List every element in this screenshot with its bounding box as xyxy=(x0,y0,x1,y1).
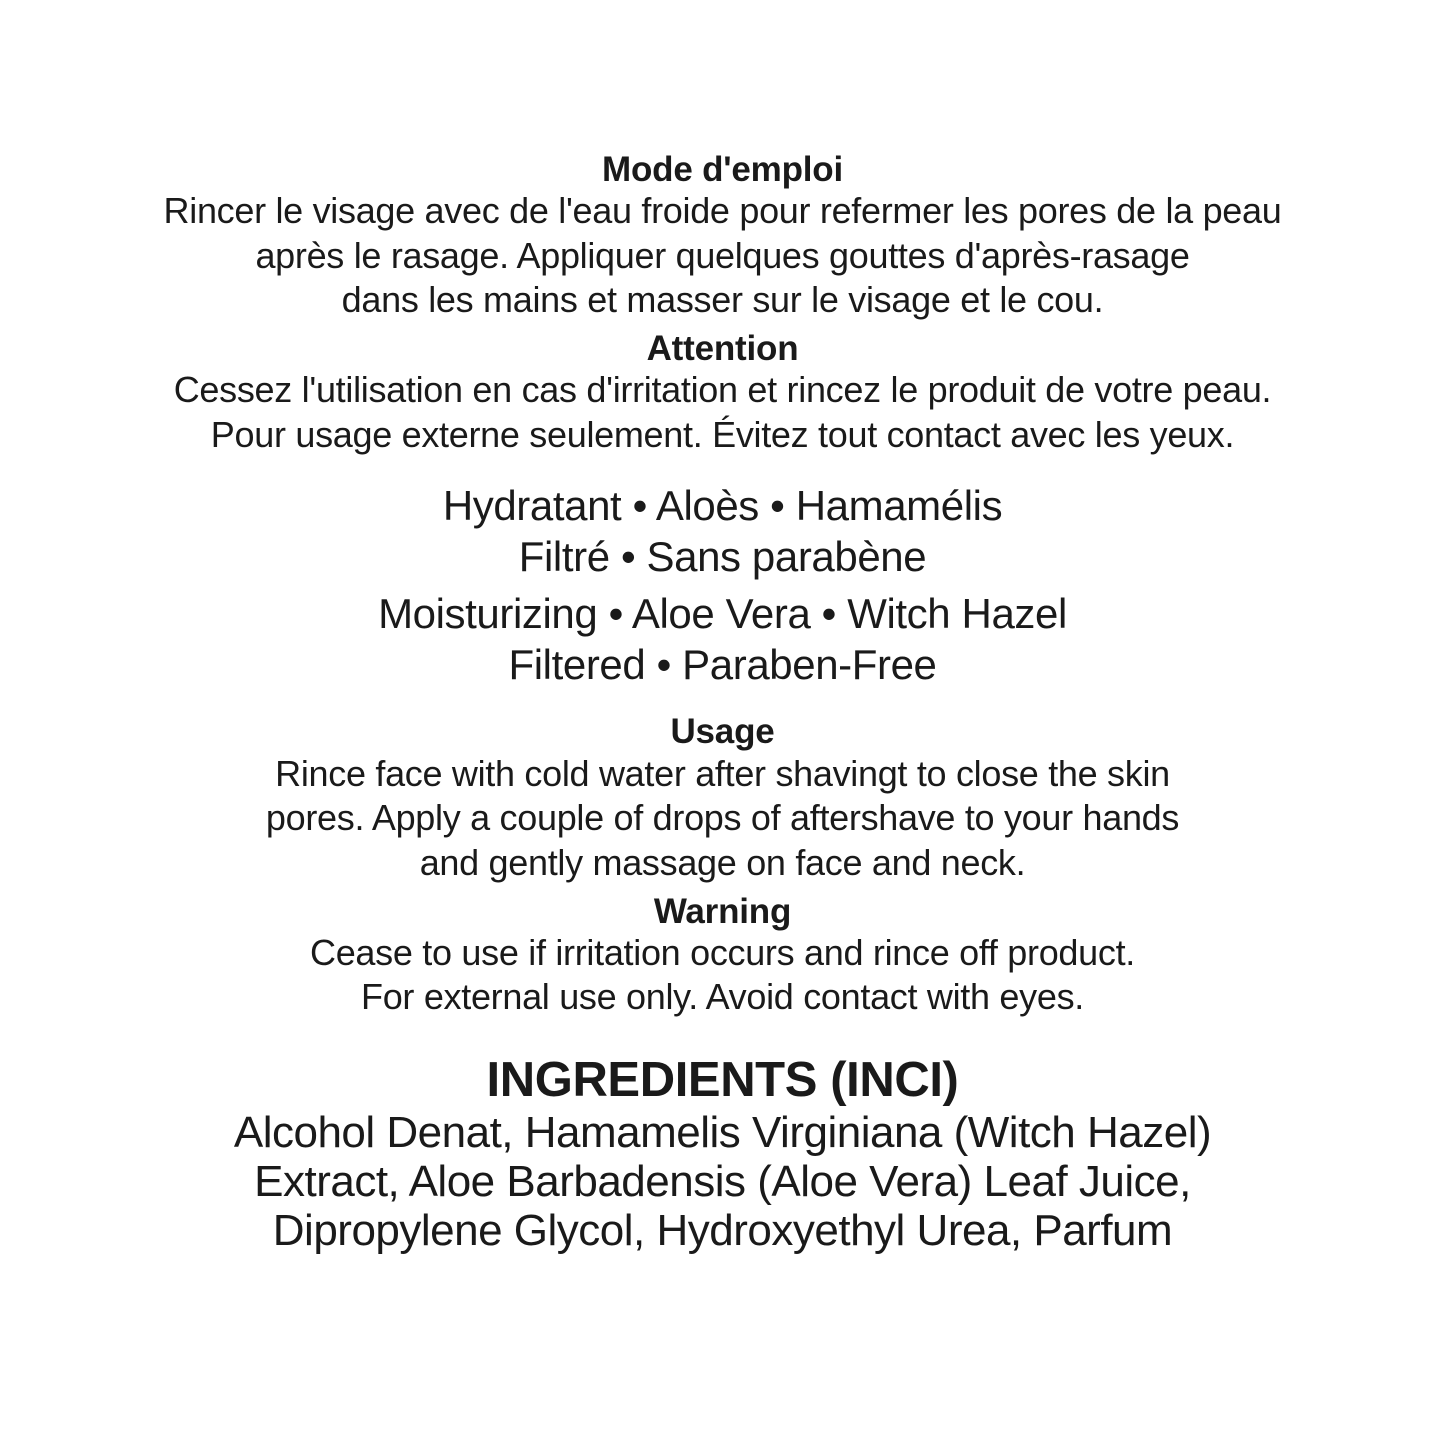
section-attention xyxy=(174,329,1272,457)
section-line: Cessez l'utilisation en cas d'irritation et rincez le produit de votre peau. xyxy=(173,369,1272,411)
section-line: Cease to use if irritation occurs and rince off product. xyxy=(310,931,1135,973)
section-line: Rince face with cold water after shavingt to close the skin xyxy=(275,752,1170,794)
features-english xyxy=(378,588,1067,690)
section-ingredients xyxy=(234,1054,1211,1256)
section-heading-attention: Attention xyxy=(646,329,799,369)
section-line: and gently massage on face and neck. xyxy=(419,841,1026,883)
section-line: Pour usage externe seulement. Évitez tout contact avec les yeux. xyxy=(210,413,1235,455)
section-usage xyxy=(266,712,1179,885)
section-line: For external use only. Avoid contact with eyes. xyxy=(361,976,1084,1018)
feature-line: Moisturizing • Aloe Vera • Witch Hazel xyxy=(378,589,1067,637)
ingredients-title: INGREDIENTS (INCI) xyxy=(486,1052,959,1107)
feature-line: Filtré • Sans parabène xyxy=(518,532,927,580)
section-mode-demploi xyxy=(164,150,1282,323)
section-line: après le rasage. Appliquer quelques gouttes d'après-rasage xyxy=(255,234,1190,276)
section-line: pores. Apply a couple of drops of aftershave to your hands xyxy=(265,797,1180,839)
section-heading-usage: Usage xyxy=(670,712,775,752)
section-warning xyxy=(310,892,1135,1020)
section-line: dans les mains et masser sur le visage et le cou. xyxy=(341,279,1104,321)
section-line: Rincer le visage avec de l'eau froide pour refermer les pores de la peau xyxy=(163,190,1282,232)
ingredients-line: Dipropylene Glycol, Hydroxyethyl Urea, Parfum xyxy=(272,1206,1173,1256)
feature-line: Filtered • Paraben-Free xyxy=(508,641,937,689)
ingredients-line: Extract, Aloe Barbadensis (Aloe Vera) Leaf Juice, xyxy=(254,1157,1191,1207)
section-heading-warning: Warning xyxy=(653,891,792,931)
section-heading-mode-demploi: Mode d'emploi xyxy=(602,150,843,189)
ingredients-line: Alcohol Denat, Hamamelis Virginiana (Witch Hazel) xyxy=(233,1107,1212,1157)
features-french xyxy=(443,480,1002,582)
feature-line: Hydratant • Aloès • Hamamélis xyxy=(442,481,1003,529)
